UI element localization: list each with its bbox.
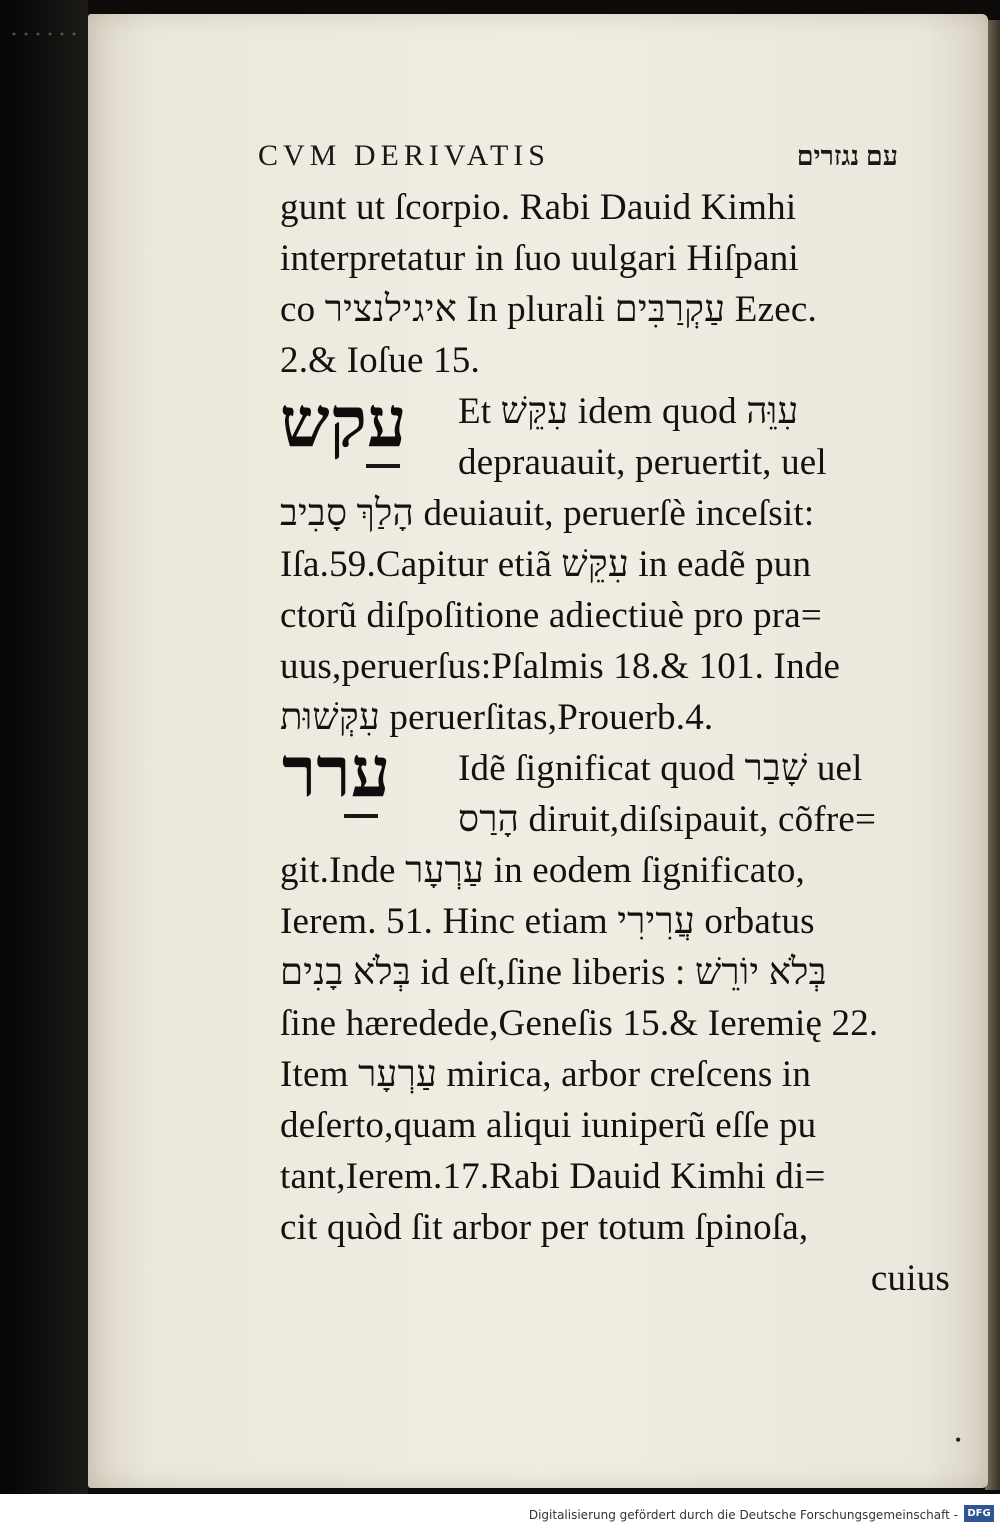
header-hebrew: עם נגזרים	[796, 140, 898, 171]
text-line: 2.& Ioſue 15.	[280, 340, 480, 381]
header-latin: CVM DERIVATIS	[258, 139, 550, 172]
text-line: gunt ut ſcorpio. Rabi Dauid Kimhi	[280, 187, 797, 228]
text-line: בְּלֹא בָנִים id eſt,ſine liberis : בְּלֹא יוֹרֵשׁ	[280, 952, 827, 993]
text-line: Ierem. 51. Hinc etiam עֲרִירִי orbatus	[280, 901, 815, 942]
text-line: git.Inde עַרְעָר in eodem ſignificato,	[280, 850, 806, 891]
text-line: עִקְּשׁוּת peruerſitas,Prouerb.4.	[280, 697, 714, 738]
folio-mark: •	[955, 1430, 962, 1450]
text-line: Iſa.59.Capitur etiã עִקֵּשׁ in eadẽ pun	[280, 544, 812, 585]
hebrew-initial-entry-1: עקש	[280, 380, 407, 463]
text-line: tant,Ierem.17.Rabi Dauid Kimhi di=	[280, 1156, 826, 1197]
text-line: הָלַךְ סָבִיב deuiauit, peruerſè inceſsit:	[280, 493, 815, 534]
catchword: cuius	[870, 1258, 950, 1299]
text-line: uus,peruerſus:Pſalmis 18.& 101. Inde	[280, 646, 841, 687]
dfg-logo: DFG	[964, 1505, 994, 1522]
book-binding-edge	[0, 0, 88, 1494]
text-line: Idẽ ſignificat quod שָׁבַר uel	[458, 748, 863, 789]
text-line: cit quòd ſit arbor per totum ſpinoſa,	[280, 1207, 809, 1248]
running-header	[258, 136, 898, 176]
body-text	[280, 182, 950, 1304]
footer-credit: Digitalisierung gefördert durch die Deutsche Forschungsgemeinschaft -	[528, 1508, 958, 1522]
text-line: ſine hæredede,Geneſis 15.& Ieremię 22.	[280, 1003, 879, 1044]
text-line: הָרַס diruit,diſsipauit, cõfre=	[458, 799, 877, 840]
text-line: interpretatur in ſuo uulgari Hiſpani	[280, 238, 799, 279]
text-line: co איגילנציר In plurali עַקְרַבִּים Ezec.	[280, 289, 817, 330]
text-line: deſerto,quam aliqui iuniperũ eſſe pu	[280, 1105, 817, 1146]
hebrew-initial-entry-2: ערר	[282, 730, 391, 813]
text-line: ctorũ diſpoſitione adiectiuè pro pra=	[280, 595, 822, 636]
binding-dots	[8, 28, 78, 40]
text-line: Et עִקֵּשׁ idem quod עִוֵּה	[458, 391, 799, 432]
text-line: deprauauit, peruertit, uel	[458, 442, 827, 483]
text-line: Item עַרְעָר mirica, arbor creſcens in	[280, 1054, 812, 1095]
